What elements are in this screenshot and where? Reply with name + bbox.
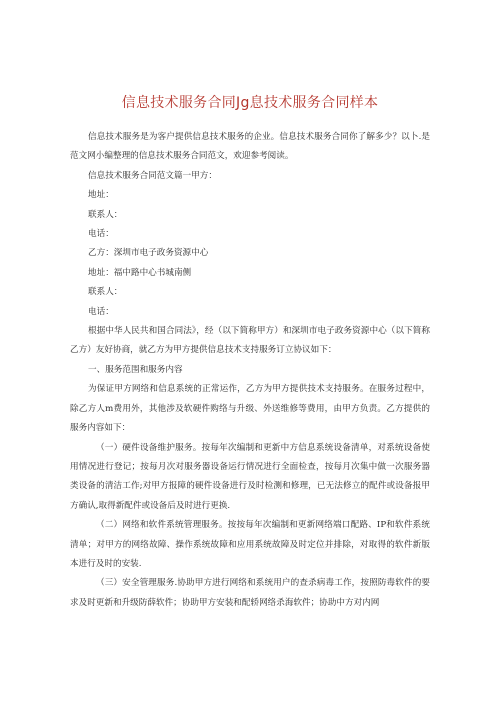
party-b-name: 乙方：深圳市电子政务资源中心 (88, 248, 209, 259)
party-b-phone: 电话： (88, 306, 114, 317)
document-body (70, 128, 430, 613)
security-management-paragraph: （三）安全管理服务.协助甲方进行网络和系统用户的查杀病毒工作，按照防毒软件的要求及时更新和升级防薛软件；协助甲方安装和配轿网络杀海软件；协助中方对内网 (70, 578, 430, 608)
party-a-phone: 电话： (88, 229, 114, 240)
section-heading-scope: 一、服务范围和服务内容 (88, 364, 183, 375)
legal-basis-paragraph: 根据中华人民共和国合同法》，经（以下简称甲方）和深圳市电子政务资源中心（以下简称乙方）友好协商，就乙方为甲方提供信息技术支持服务订立协议如下： (70, 326, 430, 356)
intro-paragraph: 信息技术服务是为客户提供信息技术服务的企业。信息技术服务合同你了解多少？以卜.是范文网小编整理的信息技术服务合同范文，欢迎参考阅读。 (70, 132, 430, 162)
contract-heading-party-a: 信息技术服务合同范文篇一甲方： (88, 170, 217, 181)
document-title: 信息技术服务合同Jg息技术服务合同样本 (121, 95, 379, 111)
party-a-contact: 联系人： (88, 209, 123, 220)
party-b-contact: 联系人： (88, 287, 123, 298)
hardware-maintenance-paragraph: （一）硬件设备维护服务。按每年次编制和更新中方信息系统设备清单，对系统设备使用情况进行登记；按每月次对服务器设备运行情况进行全面检查，按每月次集中做一次服务器类设备的清洁工作;对甲方报障的硬件设备进行及时检测和修理，已无法修立的配件或设备报甲方确认,取得新配件或设备后及时进行更换. (70, 442, 430, 511)
scope-paragraph: 为保证甲方网络和信息系统的正常运作，乙方为甲方提供技术支持服务。在服务过程中，除乙方人m费用外，其他涉及软硬件购络与升级、外送维修等费用，由甲方负责。乙方提供的服务内容如下： (70, 384, 430, 434)
network-software-paragraph: （二）网络和软件系统管理服务。按按每年次编制和更新网络端口配路、IP和软件系统清单；对甲方的网络故障、操作系统故障和应用系统故障及时定位并排除，对取得的软件新版本进行及时的安装. (70, 520, 430, 569)
party-b-address: 地址：福中路中心书城南侧 (88, 267, 192, 278)
party-a-address: 地址： (88, 190, 114, 201)
